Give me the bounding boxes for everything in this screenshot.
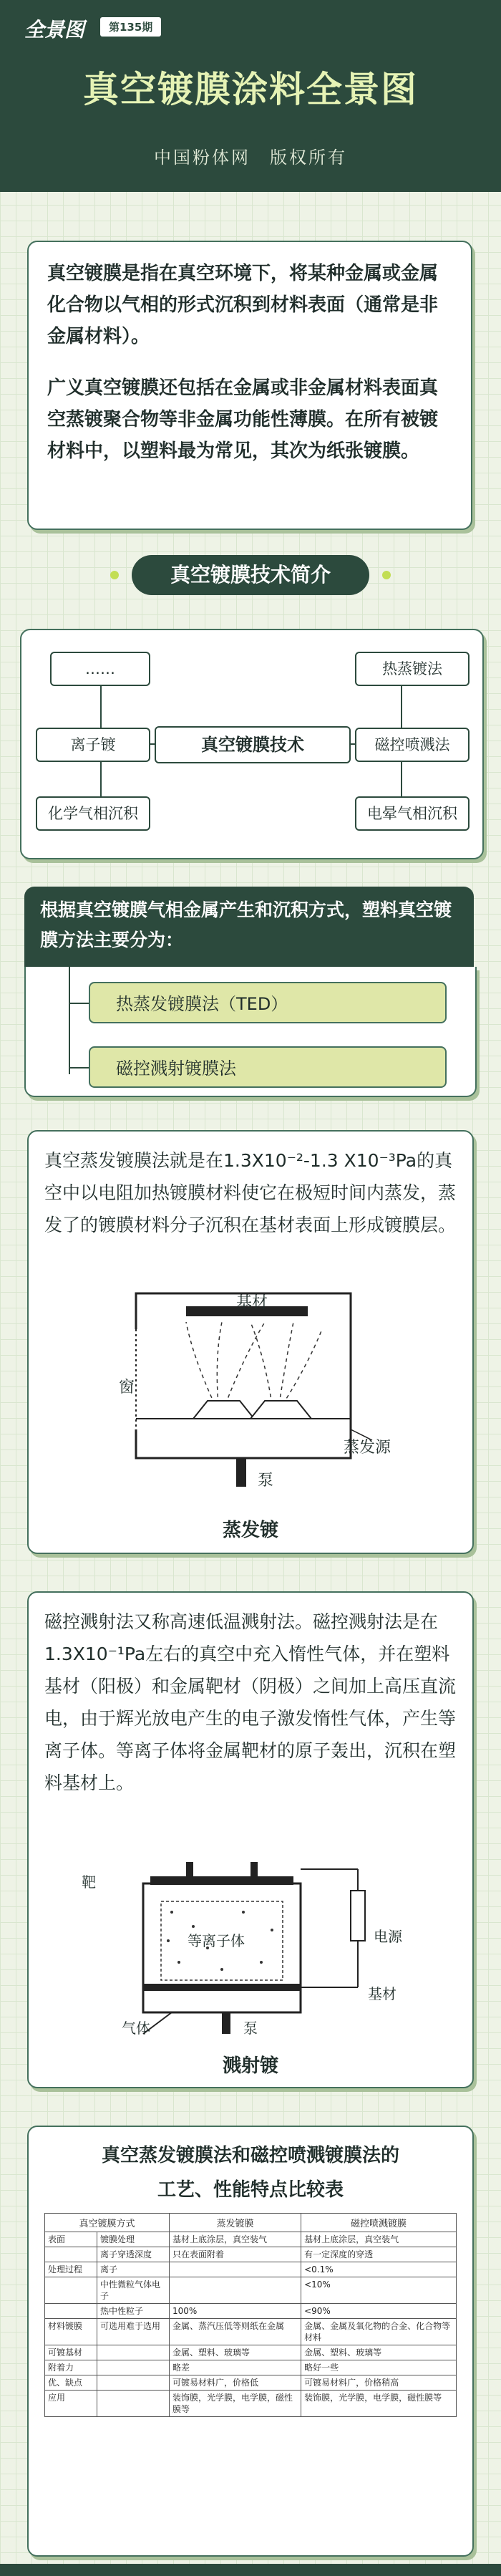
table-cell: 金属、金属及氧化物的合金、化合物等材料 bbox=[301, 2319, 457, 2345]
comparison-table bbox=[44, 2213, 457, 2417]
tech-diagram-card bbox=[20, 629, 484, 859]
label-pump: 泵 bbox=[243, 2020, 258, 2037]
comparison-card bbox=[27, 2126, 474, 2557]
table-cell: 100% bbox=[170, 2304, 301, 2319]
sputtering-caption: 溅射镀 bbox=[222, 2055, 278, 2077]
table-header-row bbox=[45, 2214, 457, 2232]
table-cell: <0.1% bbox=[301, 2262, 457, 2277]
table-cell: 可选用难于选用 bbox=[97, 2319, 170, 2345]
decor-dot-right bbox=[382, 571, 391, 579]
brand-logo: 全景图 bbox=[24, 18, 85, 42]
methods-intro: 根据真空镀膜气相金属产生和沉积方式，塑料真空镀膜方法主要分为： bbox=[24, 887, 474, 967]
evaporation-caption: 蒸发镀 bbox=[222, 1520, 278, 1541]
table-cell: 材料镀膜 bbox=[45, 2319, 97, 2345]
label-window: 窗 bbox=[119, 1379, 135, 1396]
tech-node-cvd: 化学气相沉积 bbox=[36, 796, 150, 831]
table-row bbox=[45, 2277, 457, 2304]
table-cell: 只在表面附着 bbox=[170, 2247, 301, 2262]
comparison-title-1: 真空蒸发镀膜法和磁控喷溅镀膜法的 bbox=[101, 2145, 399, 2166]
table-cell: 基材上底涂层，真空装气 bbox=[301, 2232, 457, 2247]
methods-connector bbox=[69, 1003, 89, 1004]
section-title-pill: 真空镀膜技术简介 bbox=[132, 555, 369, 595]
table-header: 真空镀膜方式 bbox=[45, 2214, 170, 2232]
table-cell: 可镀易材料广，价格稍高 bbox=[301, 2375, 457, 2391]
tech-node-thermal: 热蒸镀法 bbox=[355, 652, 470, 686]
label-gas: 气体 bbox=[122, 2020, 150, 2037]
table-cell: 离子 bbox=[97, 2262, 170, 2277]
tech-node-center: 真空镀膜技术 bbox=[155, 726, 351, 763]
table-cell bbox=[97, 2375, 170, 2391]
table-cell: 应用 bbox=[45, 2391, 97, 2417]
table-row bbox=[45, 2247, 457, 2262]
decor-dot-left bbox=[110, 571, 119, 579]
table-cell: 可镀易材料广，价格低 bbox=[170, 2375, 301, 2391]
table-cell bbox=[97, 2345, 170, 2360]
table-row bbox=[45, 2304, 457, 2319]
table-row bbox=[45, 2360, 457, 2375]
tech-node-ion-plating: 离子镀 bbox=[36, 728, 150, 762]
table-cell: 基材上底涂层，真空装气 bbox=[170, 2232, 301, 2247]
table-cell bbox=[45, 2277, 97, 2304]
table-row bbox=[45, 2345, 457, 2360]
table-cell bbox=[45, 2247, 97, 2262]
table-cell bbox=[170, 2262, 301, 2277]
table-cell: 略好一些 bbox=[301, 2360, 457, 2375]
sputtering-text: 磁控溅射法又称高速低温溅射法。磁控溅射法是在1.3X10⁻¹Pa左右的真空中充入惰性气体，并在塑料基材（阳极）和金属靶材（阴极）之间加上高压直流电，由于辉光放电产生的电子激发惰性气体，产生等离子体。等离子体将金属靶材的原子轰出，沉积在塑料基材上。 bbox=[44, 1611, 457, 1793]
table-header: 磁控喷溅镀膜 bbox=[301, 2214, 457, 2232]
table-cell: <10% bbox=[301, 2277, 457, 2304]
label-pump: 泵 bbox=[258, 1472, 274, 1490]
method-option-sputter: 磁控溅射镀膜法 bbox=[89, 1046, 447, 1088]
table-cell bbox=[97, 2391, 170, 2417]
table-cell bbox=[45, 2304, 97, 2319]
table-cell bbox=[97, 2360, 170, 2375]
intro-paragraph-2: 广义真空镀膜还包括在金属或非金属材料表面真空蒸镀聚合物等非金属功能性薄膜。在所有被镀材料中，以塑料最为常见，其次为纸张镀膜。 bbox=[47, 377, 439, 462]
table-cell: <90% bbox=[301, 2304, 457, 2319]
intro-paragraph-1: 真空镀膜是指在真空环境下，将某种金属或金属化合物以气相的形式沉积到材料表面（通常是非金属材料）。 bbox=[47, 263, 439, 347]
table-row bbox=[45, 2391, 457, 2417]
issue-badge: 第135期 bbox=[100, 17, 161, 37]
methods-connector bbox=[69, 1067, 89, 1068]
table-cell: 离子穿透深度 bbox=[97, 2247, 170, 2262]
footer-bar bbox=[0, 2564, 501, 2576]
table-cell: 有一定深度的穿透 bbox=[301, 2247, 457, 2262]
methods-connector bbox=[69, 967, 70, 1074]
label-source: 蒸发源 bbox=[344, 1439, 391, 1457]
label-substrate: 基材 bbox=[368, 1985, 397, 2002]
table-header: 蒸发镀膜 bbox=[170, 2214, 301, 2232]
table-cell: 可镀基材 bbox=[45, 2345, 97, 2360]
tech-node-magnetron: 磁控喷溅法 bbox=[355, 728, 470, 762]
table-cell: 表面 bbox=[45, 2232, 97, 2247]
label-power: 电源 bbox=[374, 1928, 402, 1945]
table-cell: 热中性粒子 bbox=[97, 2304, 170, 2319]
label-target: 靶 bbox=[82, 1873, 96, 1891]
table-cell bbox=[170, 2277, 301, 2304]
tech-node-corona: 电晕气相沉积 bbox=[355, 796, 470, 831]
intro-card bbox=[27, 241, 472, 530]
table-cell: 装饰膜，光学膜，电学膜，磁性膜等 bbox=[170, 2391, 301, 2417]
table-row bbox=[45, 2262, 457, 2277]
evaporation-card bbox=[27, 1130, 474, 1554]
evaporation-diagram bbox=[107, 1286, 394, 1501]
page-title: 真空镀膜涂料全景图 bbox=[83, 69, 418, 110]
label-substrate: 基材 bbox=[236, 1294, 268, 1312]
sputtering-card bbox=[27, 1591, 474, 2088]
table-row bbox=[45, 2232, 457, 2247]
table-cell: 镀膜处理 bbox=[97, 2232, 170, 2247]
table-cell: 优、缺点 bbox=[45, 2375, 97, 2391]
table-cell: 金属、塑料、玻璃等 bbox=[170, 2345, 301, 2360]
table-row bbox=[45, 2375, 457, 2391]
table-cell: 中性微粒气体电子 bbox=[97, 2277, 170, 2304]
page-subtitle: 中国粉体网 版权所有 bbox=[154, 148, 347, 168]
table-cell: 处理过程 bbox=[45, 2262, 97, 2277]
comparison-title-2: 工艺、性能特点比较表 bbox=[157, 2179, 344, 2201]
sputtering-diagram bbox=[100, 1862, 401, 2041]
label-plasma: 等离子体 bbox=[188, 1932, 245, 1949]
method-option-ted: 热蒸发镀膜法（TED） bbox=[89, 982, 447, 1023]
table-cell: 装饰膜，光学膜，电学膜，磁性膜等 bbox=[301, 2391, 457, 2417]
evaporation-text: 真空蒸发镀膜法就是在1.3X10⁻²-1.3 X10⁻³Pa的真空中以电阻加热镀膜材料使它在极短时间内蒸发，蒸发了的镀膜材料分子沉积在基材表面上形成镀膜层。 bbox=[44, 1150, 457, 1235]
table-cell: 附着力 bbox=[45, 2360, 97, 2375]
tech-node-other: …… bbox=[50, 652, 150, 686]
table-cell: 略差 bbox=[170, 2360, 301, 2375]
table-cell: 金属、塑料、玻璃等 bbox=[301, 2345, 457, 2360]
table-cell: 金属、蒸汽压低等则纸在金属 bbox=[170, 2319, 301, 2345]
table-row bbox=[45, 2319, 457, 2345]
